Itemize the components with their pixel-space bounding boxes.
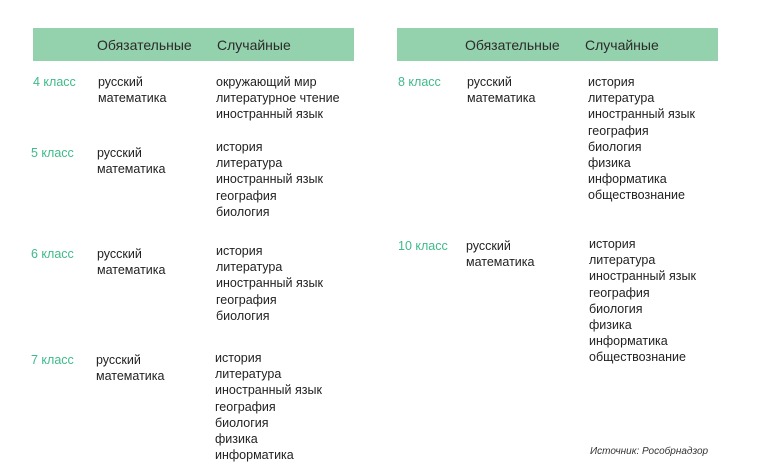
header-random: Случайные bbox=[217, 37, 291, 53]
subject-item: обществознание bbox=[589, 350, 686, 365]
subject-item: литература bbox=[216, 260, 283, 275]
right-table-header bbox=[397, 28, 718, 61]
subject-item: география bbox=[216, 292, 277, 307]
subject-item: география bbox=[216, 188, 277, 203]
subject-item: русский bbox=[97, 146, 142, 160]
subject-item: математика bbox=[97, 162, 166, 177]
subject-item: иностранный язык bbox=[589, 269, 696, 284]
random-list bbox=[216, 243, 323, 324]
random-list bbox=[589, 236, 696, 366]
subject-item: литература bbox=[216, 156, 283, 171]
grade-label: 5 класс bbox=[31, 146, 74, 160]
subject-item: география bbox=[588, 123, 649, 138]
subject-item: история bbox=[589, 237, 636, 251]
mandatory-list bbox=[467, 74, 535, 106]
subject-item: история bbox=[215, 351, 262, 365]
subject-item: биология bbox=[215, 415, 269, 430]
subject-item: математика bbox=[466, 255, 535, 270]
subject-item: литература bbox=[588, 91, 655, 106]
header-mandatory: Обязательные bbox=[465, 37, 560, 53]
subject-item: иностранный язык bbox=[216, 276, 323, 291]
subject-item: биология bbox=[216, 204, 270, 219]
grade-label: 10 класс bbox=[398, 239, 448, 253]
subject-item: математика bbox=[96, 369, 165, 384]
subject-item: физика bbox=[588, 156, 631, 171]
random-list bbox=[216, 74, 340, 123]
random-list bbox=[588, 74, 695, 204]
subject-item: история bbox=[588, 75, 635, 89]
left-table-header bbox=[33, 28, 354, 61]
subject-item: математика bbox=[467, 91, 536, 106]
subject-item: физика bbox=[215, 432, 258, 447]
header-random: Случайные bbox=[585, 37, 659, 53]
subject-item: литература bbox=[215, 367, 282, 382]
subject-item: математика bbox=[98, 91, 167, 106]
mandatory-list bbox=[96, 352, 164, 384]
mandatory-list bbox=[97, 246, 165, 278]
mandatory-list bbox=[466, 238, 534, 270]
subject-item: литература bbox=[589, 253, 656, 268]
random-list bbox=[215, 350, 322, 463]
grade-label: 6 класс bbox=[31, 247, 74, 261]
header-mandatory: Обязательные bbox=[97, 37, 192, 53]
subject-item: иностранный язык bbox=[216, 172, 323, 187]
subject-item: информатика bbox=[589, 334, 668, 349]
subject-item: физика bbox=[589, 318, 632, 333]
mandatory-list bbox=[97, 145, 165, 177]
subject-item: математика bbox=[97, 263, 166, 278]
subject-item: обществознание bbox=[588, 188, 685, 203]
subject-item: иностранный язык bbox=[215, 383, 322, 398]
subject-item: биология bbox=[216, 308, 270, 323]
right-table bbox=[397, 28, 718, 61]
subject-item: русский bbox=[97, 247, 142, 261]
grade-label: 4 класс bbox=[33, 75, 76, 89]
left-table bbox=[33, 28, 354, 61]
subject-item: география bbox=[589, 285, 650, 300]
subject-item: иностранный язык bbox=[588, 107, 695, 122]
mandatory-list bbox=[98, 74, 166, 106]
subject-item: биология bbox=[589, 301, 643, 316]
subject-item: русский bbox=[98, 75, 143, 89]
subject-item: иностранный язык bbox=[216, 107, 323, 122]
subject-item: окружающий мир bbox=[216, 75, 317, 89]
subject-item: история bbox=[216, 244, 263, 258]
subject-item: биология bbox=[588, 139, 642, 154]
random-list bbox=[216, 139, 323, 220]
subject-item: информатика bbox=[588, 172, 667, 187]
subject-item: литературное чтение bbox=[216, 91, 340, 106]
subject-item: информатика bbox=[215, 448, 294, 463]
grade-label: 7 класс bbox=[31, 353, 74, 367]
grade-label: 8 класс bbox=[398, 75, 441, 89]
subject-item: история bbox=[216, 140, 263, 154]
source-note: Источник: Рособрнадзор bbox=[590, 446, 709, 457]
subject-item: география bbox=[215, 399, 276, 414]
subject-item: русский bbox=[96, 353, 141, 367]
subject-item: русский bbox=[466, 239, 511, 253]
subject-item: русский bbox=[467, 75, 512, 89]
